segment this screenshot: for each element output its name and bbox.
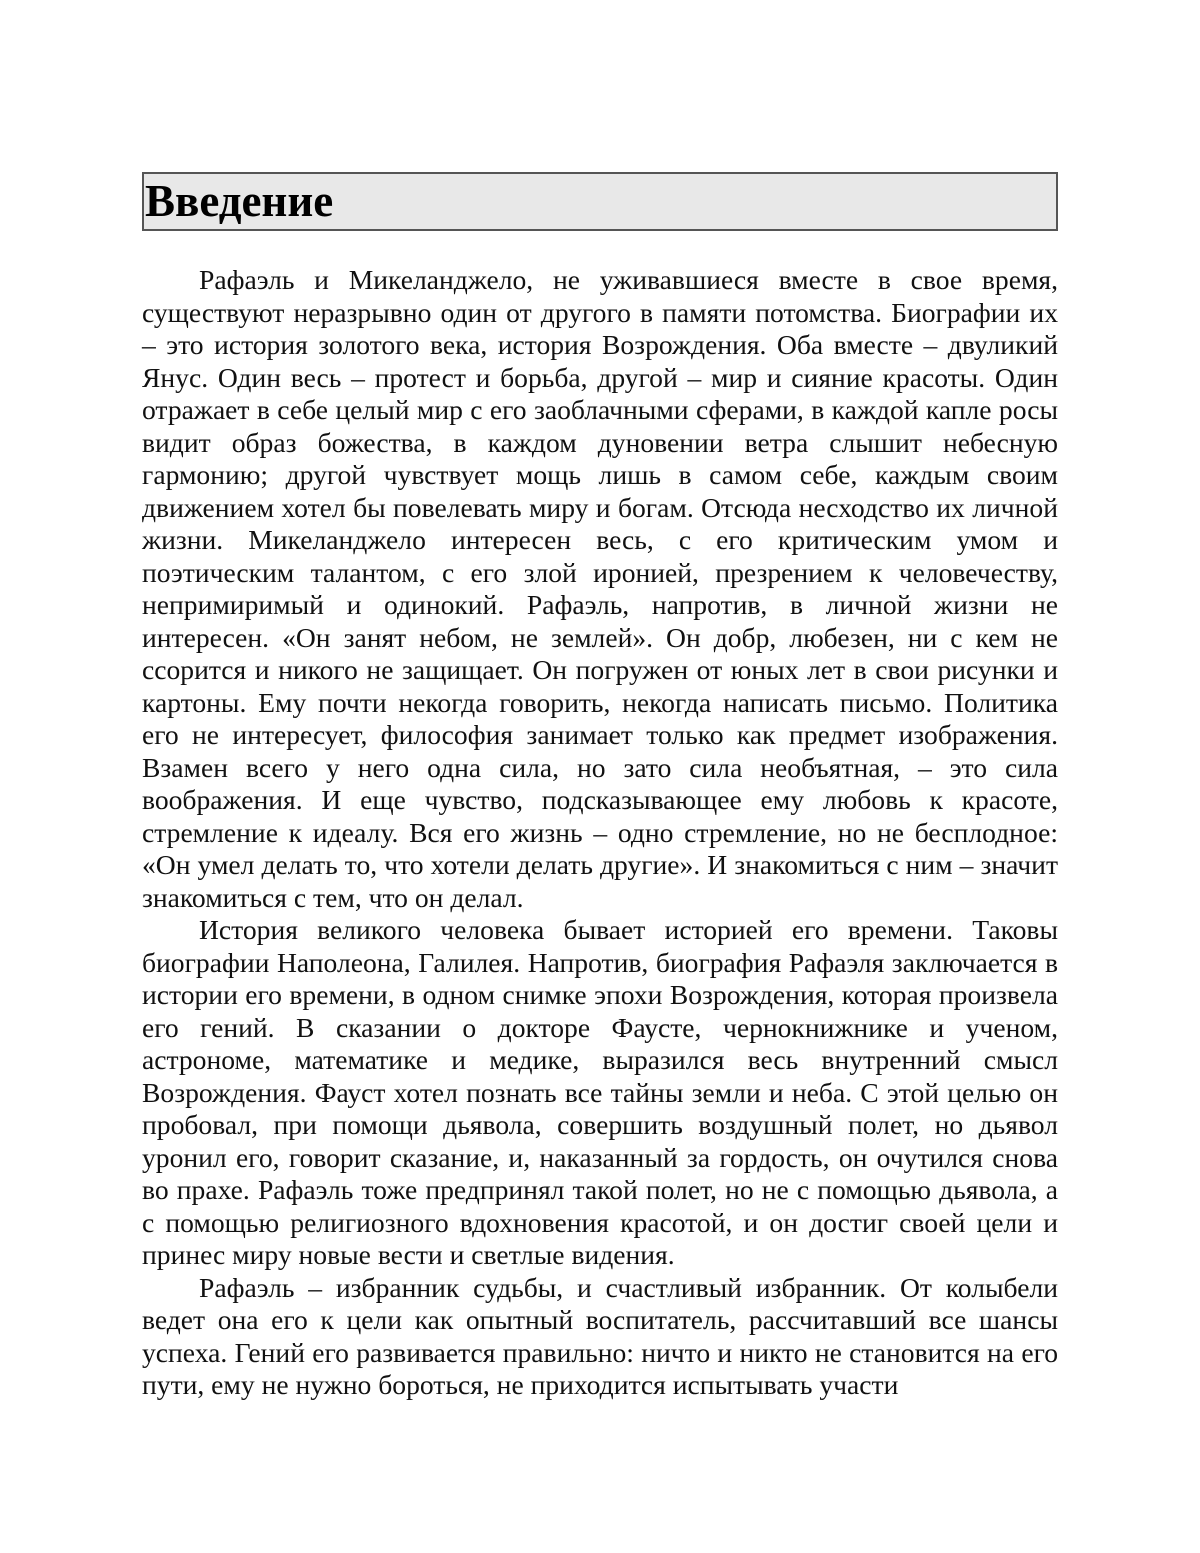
- section-heading-box: [142, 172, 1058, 231]
- paragraph: История великого человека бывает историей его времени. Таковы биографии Наполеона, Галилея. Напротив, биография Рафаэля заключается в истории его времени, в одном снимке эпохи Возрождения, которая произвела его гений. В сказании о докторе Фаусте, чернокнижнике и ученом, астрономе, математике и медике, выразился весь внутренний смысл Возрождения. Фауст хотел познать все тайны земли и неба. С этой целью он пробовал, при помощи дьявола, совершить воздушный полет, но дьявол уронил его, говорит сказание, и, наказанный за гордость, он очутился снова во прахе. Рафаэль тоже предпринял такой полет, но не с помощью дьявола, а с помощью религиозного вдохновения красотой, и он достиг своей цели и принес миру новые вести и светлые видения.: [142, 914, 1058, 1270]
- paragraph: Рафаэль – избранник судьбы, и счастливый избранник. От колыбели ведет она его к цели как опытный воспитатель, рассчитавший все шансы успеха. Гений его развивается правильно: ничто и никто не становится на его пути, ему не нужно бороться, не приходится испытывать участи: [142, 1271, 1058, 1400]
- document-page: [142, 172, 1058, 1402]
- paragraph: Рафаэль и Микеланджело, не уживавшиеся вместе в свое время, существуют неразрывно один от другого в памяти потомства. Биографии их – это история золотого века, история Возрождения. Оба вместе – двуликий Янус. Один весь – протест и борьба, другой – мир и сияние красоты. Один отражает в себе целый мир с его заоблачными сферами, в каждой капле росы видит образ божества, в каждом дуновении ветра слышит небесную гармонию; другой чувствует мощь лишь в самом себе, каждым своим движением хотел бы повелевать миру и богам. Отсюда несходство их личной жизни. Микеланджело интересен весь, с его критическим умом и поэтическим талантом, с его злой иронией, презрением к человечеству, непримиримый и одинокий. Рафаэль, напротив, в личной жизни не интересен. «Он занят небом, не землей». Он добр, любезен, ни с кем не ссорится и никого не защищает. Он погружен от юных лет в свои рисунки и картоны. Ему почти некогда говорить, некогда написать письмо. Политика его не интересует, философия занимает только как предмет изображения. Взамен всего у него одна сила, но зато сила необъятная, – это сила воображения. И еще чувство, подсказывающее ему любовь к красоте, стремление к идеалу. Вся его жизнь – одно стремление, но не бесплодное: «Он умел делать то, что хотели делать другие». И знакомиться с ним – значит знакомиться с тем, что он делал.: [142, 264, 1058, 913]
- body-text: [142, 264, 1058, 1402]
- section-heading: Введение: [145, 176, 334, 226]
